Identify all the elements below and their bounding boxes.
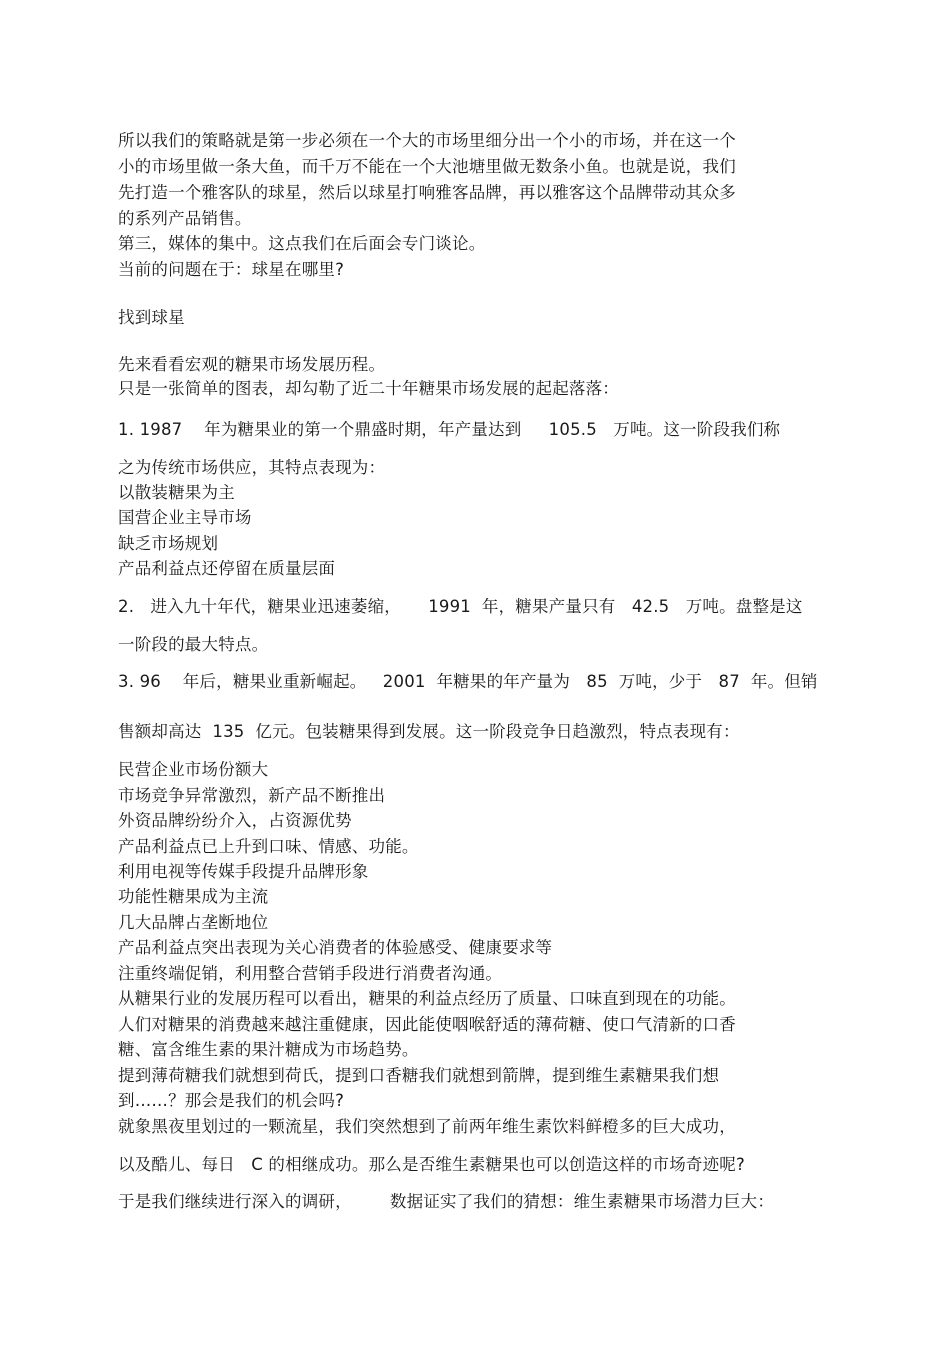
paragraph-line: 就象黑夜里划过的一颗流星，我们突然想到了前两年维生素饮料鲜橙多的巨大成功， <box>118 1117 736 1136</box>
paragraph-line: 的系列产品销售。 <box>118 209 252 228</box>
list-item: 2. 进入九十年代，糖果业迅速萎缩， 1991 年，糖果产量只有 42.5 万吨。盘整是这 <box>118 597 803 616</box>
list-item: 产品利益点突出表现为关心消费者的体验感受、健康要求等 <box>118 938 553 957</box>
list-item: 民营企业市场份额大 <box>118 760 269 779</box>
list-item: 注重终端促销，利用整合营销手段进行消费者沟通。 <box>118 964 503 983</box>
list-item: 功能性糖果成为主流 <box>118 887 269 906</box>
paragraph-line: 糖、富含维生素的果汁糖成为市场趋势。 <box>118 1040 419 1059</box>
list-item: 市场竞争异常激烈，新产品不断推出 <box>118 786 386 805</box>
list-item: 利用电视等传媒手段提升品牌形象 <box>118 862 369 881</box>
paragraph-line: 人们对糖果的消费越来越注重健康，因此能使咽喉舒适的薄荷糖、使口气清新的口香 <box>118 1015 736 1034</box>
section-heading: 找到球星 <box>118 308 185 327</box>
paragraph-line: 当前的问题在于：球星在哪里? <box>118 260 345 279</box>
paragraph-line: 先打造一个雅客队的球星，然后以球星打响雅客品牌，再以雅客这个品牌带动其众多 <box>118 183 736 202</box>
paragraph-line: 只是一张简单的图表，却勾勒了近二十年糖果市场发展的起起落落： <box>118 379 619 398</box>
paragraph-line: 从糖果行业的发展历程可以看出，糖果的利益点经历了质量、口味直到现在的功能。 <box>118 989 736 1008</box>
paragraph-line: 第三，媒体的集中。这点我们在后面会专门谈论。 <box>118 234 486 253</box>
list-item: 缺乏市场规划 <box>118 534 219 553</box>
list-item: 国营企业主导市场 <box>118 508 252 527</box>
paragraph-line: 先来看看宏观的糖果市场发展历程。 <box>118 355 386 374</box>
paragraph-line: 于是我们继续进行深入的调研， 数据证实了我们的猜想：维生素糖果市场潜力巨大： <box>118 1192 775 1211</box>
paragraph-line: 售额却高达 135 亿元。包装糖果得到发展。这一阶段竞争日趋激烈，特点表现有： <box>118 722 740 741</box>
paragraph-line: 到……？那会是我们的机会吗? <box>118 1091 345 1110</box>
paragraph-line: 一阶段的最大特点。 <box>118 635 269 654</box>
paragraph-line: 提到薄荷糖我们就想到荷氏，提到口香糖我们就想到箭牌，提到维生素糖果我们想 <box>118 1066 720 1085</box>
paragraph-line: 小的市场里做一条大鱼，而千万不能在一个大池塘里做无数条小鱼。也就是说，我们 <box>118 157 736 176</box>
list-item: 3. 96 年后，糖果业重新崛起。 2001 年糖果的年产量为 85 万吨，少于 87 年。但销 <box>118 672 818 691</box>
list-item: 产品利益点已上升到口味、情感、功能。 <box>118 837 419 856</box>
paragraph-line: 之为传统市场供应，其特点表现为： <box>118 458 386 477</box>
paragraph-line: 所以我们的策略就是第一步必须在一个大的市场里细分出一个小的市场，并在这一个 <box>118 131 736 150</box>
list-item: 外资品牌纷纷介入，占资源优势 <box>118 811 352 830</box>
list-item: 1. 1987 年为糖果业的第一个鼎盛时期，年产量达到 105.5 万吨。这一阶段我们称 <box>118 420 781 439</box>
paragraph-line: 以及酷儿、每日 C 的相继成功。那么是否维生素糖果也可以创造这样的市场奇迹呢? <box>118 1155 745 1174</box>
list-item: 产品利益点还停留在质量层面 <box>118 559 336 578</box>
list-item: 几大品牌占垄断地位 <box>118 913 269 932</box>
list-item: 以散装糖果为主 <box>118 483 235 502</box>
